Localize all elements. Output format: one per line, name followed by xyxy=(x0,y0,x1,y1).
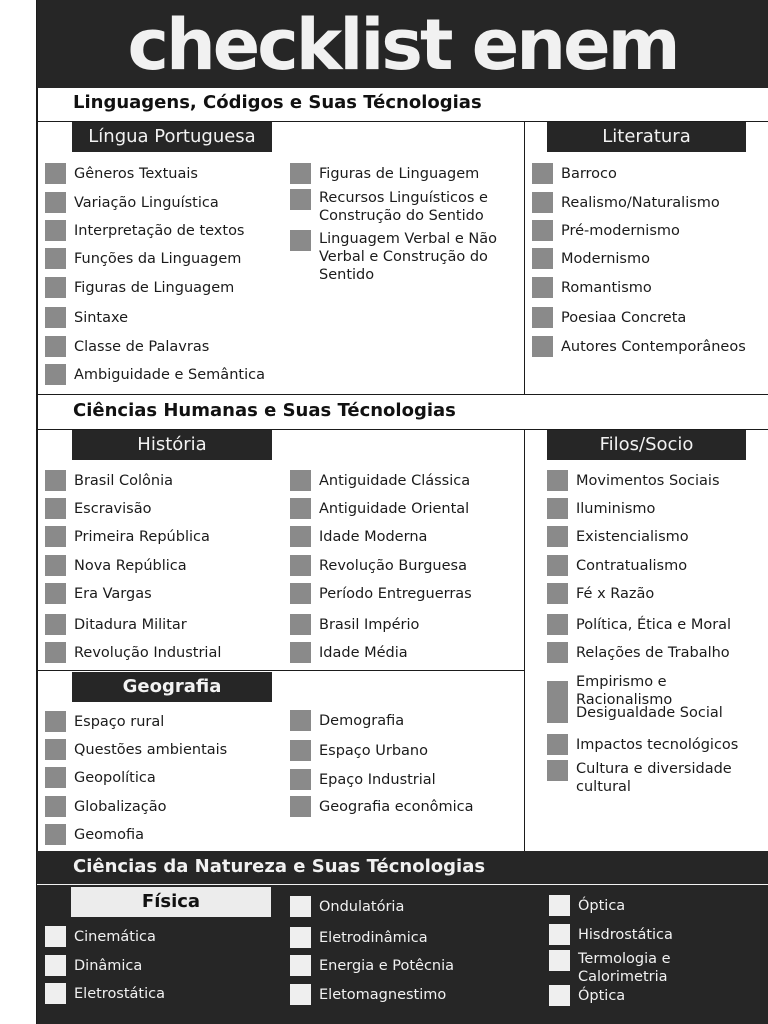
checklist-item[interactable]: Recursos Linguísticos e Construção do Sentido xyxy=(290,189,518,225)
checklist-item[interactable]: Nova República xyxy=(45,555,285,576)
checklist-item[interactable]: Modernismo xyxy=(532,248,764,269)
checklist-item[interactable]: Empirismo e Racionalismo xyxy=(547,673,767,709)
checkbox[interactable] xyxy=(45,192,66,213)
checkbox[interactable] xyxy=(547,526,568,547)
subject-filos-socio: Filos/Socio xyxy=(547,430,746,460)
checklist-item[interactable]: Figuras de Linguagem xyxy=(45,277,285,298)
checklist-item[interactable]: Política, Ética e Moral xyxy=(547,614,767,635)
checkbox[interactable] xyxy=(290,583,311,604)
divider xyxy=(37,394,768,395)
subject-geografia: Geografia xyxy=(72,672,272,702)
divider xyxy=(37,884,768,885)
checkbox[interactable] xyxy=(45,824,66,845)
checklist-item[interactable]: Óptica xyxy=(549,895,759,916)
checklist-item[interactable]: Sintaxe xyxy=(45,307,285,328)
checklist-item[interactable]: Ondulatória xyxy=(290,896,530,917)
checkbox[interactable] xyxy=(547,681,568,702)
checkbox[interactable] xyxy=(532,277,553,298)
checklist-item[interactable]: Realismo/Naturalismo xyxy=(532,192,764,213)
linguagens-heading: Linguagens, Códigos e Suas Técnologias xyxy=(73,92,482,113)
checkbox[interactable] xyxy=(290,927,311,948)
checklist-item[interactable]: Barroco xyxy=(532,163,764,184)
checklist-item[interactable]: Termologia e Calorimetria xyxy=(549,950,759,986)
checklist-item[interactable]: Autores Contemporâneos xyxy=(532,336,764,357)
checkbox[interactable] xyxy=(290,230,311,251)
checklist-item[interactable]: Impactos tecnológicos xyxy=(547,734,767,755)
checkbox[interactable] xyxy=(290,896,311,917)
checkbox[interactable] xyxy=(45,220,66,241)
humanas-heading: Ciências Humanas e Suas Técnologias xyxy=(73,400,456,421)
checkbox[interactable] xyxy=(45,583,66,604)
checkbox[interactable] xyxy=(290,740,311,761)
checklist-item[interactable]: Geopolítica xyxy=(45,767,285,788)
checkbox[interactable] xyxy=(547,614,568,635)
checklist-item[interactable]: Relações de Trabalho xyxy=(547,642,767,663)
checkbox[interactable] xyxy=(45,711,66,732)
checklist-item[interactable]: Primeira República xyxy=(45,526,285,547)
checklist-item[interactable]: Revolução Industrial xyxy=(45,642,285,663)
checkbox[interactable] xyxy=(532,336,553,357)
checkbox[interactable] xyxy=(290,555,311,576)
checkbox[interactable] xyxy=(45,642,66,663)
checkbox[interactable] xyxy=(547,734,568,755)
checkbox[interactable] xyxy=(290,984,311,1005)
checklist-item[interactable]: Ambiguidade e Semântica xyxy=(45,364,285,385)
checkbox[interactable] xyxy=(45,364,66,385)
checkbox[interactable] xyxy=(290,796,311,817)
checkbox[interactable] xyxy=(547,498,568,519)
checkbox[interactable] xyxy=(547,760,568,781)
subject-historia: História xyxy=(72,430,272,460)
checkbox[interactable] xyxy=(45,983,66,1004)
checklist-item[interactable]: Eletomagnestimo xyxy=(290,984,530,1005)
checkbox[interactable] xyxy=(547,583,568,604)
checklist-item[interactable]: Ditadura Militar xyxy=(45,614,285,635)
checkbox[interactable] xyxy=(547,702,568,723)
checklist-item[interactable]: Espaço rural xyxy=(45,711,285,732)
checklist-item[interactable]: Revolução Burguesa xyxy=(290,555,518,576)
checklist-item[interactable]: Óptica xyxy=(549,985,759,1006)
checklist-item[interactable]: Pré-modernismo xyxy=(532,220,764,241)
checklist-item[interactable]: Cinemática xyxy=(45,926,275,947)
checkbox[interactable] xyxy=(532,248,553,269)
checkbox[interactable] xyxy=(532,192,553,213)
checkbox[interactable] xyxy=(45,796,66,817)
checklist-item[interactable]: Linguagem Verbal e Não Verbal e Construção do Sentido xyxy=(290,230,518,284)
checkbox[interactable] xyxy=(549,924,570,945)
checkbox[interactable] xyxy=(290,526,311,547)
checklist-item[interactable]: Epaço Industrial xyxy=(290,769,518,790)
checklist-item[interactable]: Demografia xyxy=(290,710,518,731)
checklist-item[interactable]: Romantismo xyxy=(532,277,764,298)
checklist-item[interactable]: Espaço Urbano xyxy=(290,740,518,761)
divider xyxy=(37,670,525,671)
checkbox[interactable] xyxy=(45,955,66,976)
checklist-item[interactable]: Cultura e diversidade cultural xyxy=(547,760,767,796)
checkbox[interactable] xyxy=(290,163,311,184)
page-title: checklist enem xyxy=(127,4,678,86)
checklist-item[interactable]: Brasil Colônia xyxy=(45,470,285,491)
checkbox[interactable] xyxy=(290,470,311,491)
checkbox[interactable] xyxy=(45,470,66,491)
checklist-item[interactable]: Iluminismo xyxy=(547,498,767,519)
checkbox[interactable] xyxy=(45,336,66,357)
checklist-item[interactable]: Contratualismo xyxy=(547,555,767,576)
subject-fisica: Física xyxy=(71,887,271,917)
checklist-item[interactable]: Questões ambientais xyxy=(45,739,285,760)
checklist-item[interactable]: Fé x Razão xyxy=(547,583,767,604)
checkbox[interactable] xyxy=(290,642,311,663)
checkbox[interactable] xyxy=(45,614,66,635)
checklist-item[interactable]: Energia e Potêcnia xyxy=(290,955,530,976)
checkbox[interactable] xyxy=(45,248,66,269)
checklist-item[interactable]: Brasil Império xyxy=(290,614,518,635)
checkbox[interactable] xyxy=(45,926,66,947)
checklist-item[interactable]: Movimentos Sociais xyxy=(547,470,767,491)
checklist-item[interactable]: Hisdrostática xyxy=(549,924,759,945)
checkbox[interactable] xyxy=(290,614,311,635)
checkbox[interactable] xyxy=(532,220,553,241)
checkbox[interactable] xyxy=(549,895,570,916)
checkbox[interactable] xyxy=(45,277,66,298)
checklist-item[interactable]: Variação Linguística xyxy=(45,192,285,213)
checklist-item[interactable]: Figuras de Linguagem xyxy=(290,163,518,184)
checkbox[interactable] xyxy=(290,498,311,519)
checkbox[interactable] xyxy=(45,739,66,760)
checklist-item[interactable]: Funções da Linguagem xyxy=(45,248,285,269)
left-margin xyxy=(0,0,38,1024)
checkbox[interactable] xyxy=(549,950,570,971)
checklist-item[interactable]: Geografia econômica xyxy=(290,796,518,817)
column-divider xyxy=(524,429,525,851)
checklist-item[interactable]: Desigualdade Social xyxy=(547,702,767,723)
checkbox[interactable] xyxy=(547,642,568,663)
checkbox[interactable] xyxy=(45,498,66,519)
checklist-item[interactable]: Antiguidade Clássica xyxy=(290,470,518,491)
checklist-item[interactable]: Eletrodinâmica xyxy=(290,927,530,948)
column-divider xyxy=(524,121,525,394)
checklist-item[interactable]: Escravisão xyxy=(45,498,285,519)
checkbox[interactable] xyxy=(547,470,568,491)
checklist-item[interactable]: Eletrostática xyxy=(45,983,275,1004)
checklist-item[interactable]: Geomofia xyxy=(45,824,285,845)
checklist-item[interactable]: Poesiaa Concreta xyxy=(532,307,764,328)
checklist-item[interactable]: Gêneros Textuais xyxy=(45,163,285,184)
checkbox[interactable] xyxy=(532,163,553,184)
checklist-item[interactable]: Classe de Palavras xyxy=(45,336,285,357)
checklist-item[interactable]: Período Entreguerras xyxy=(290,583,518,604)
checklist-item[interactable]: Interpretação de textos xyxy=(45,220,285,241)
checkbox[interactable] xyxy=(45,307,66,328)
checklist-item[interactable]: Existencialismo xyxy=(547,526,767,547)
checklist-item[interactable]: Idade Moderna xyxy=(290,526,518,547)
checkbox[interactable] xyxy=(532,307,553,328)
checkbox[interactable] xyxy=(45,163,66,184)
checkbox[interactable] xyxy=(45,555,66,576)
checkbox[interactable] xyxy=(290,769,311,790)
checkbox[interactable] xyxy=(549,985,570,1006)
checkbox[interactable] xyxy=(45,526,66,547)
checklist-item[interactable]: Globalização xyxy=(45,796,285,817)
checkbox[interactable] xyxy=(290,710,311,731)
subject-lingua-portuguesa: Língua Portuguesa xyxy=(72,122,272,152)
checklist-item[interactable]: Idade Média xyxy=(290,642,518,663)
checkbox[interactable] xyxy=(547,555,568,576)
checkbox[interactable] xyxy=(290,955,311,976)
checklist-item[interactable]: Era Vargas xyxy=(45,583,285,604)
checkbox[interactable] xyxy=(45,767,66,788)
subject-literatura: Literatura xyxy=(547,122,746,152)
checkbox[interactable] xyxy=(290,189,311,210)
checklist-item[interactable]: Dinâmica xyxy=(45,955,275,976)
natureza-heading: Ciências da Natureza e Suas Técnologias xyxy=(73,856,486,877)
checklist-item[interactable]: Antiguidade Oriental xyxy=(290,498,518,519)
